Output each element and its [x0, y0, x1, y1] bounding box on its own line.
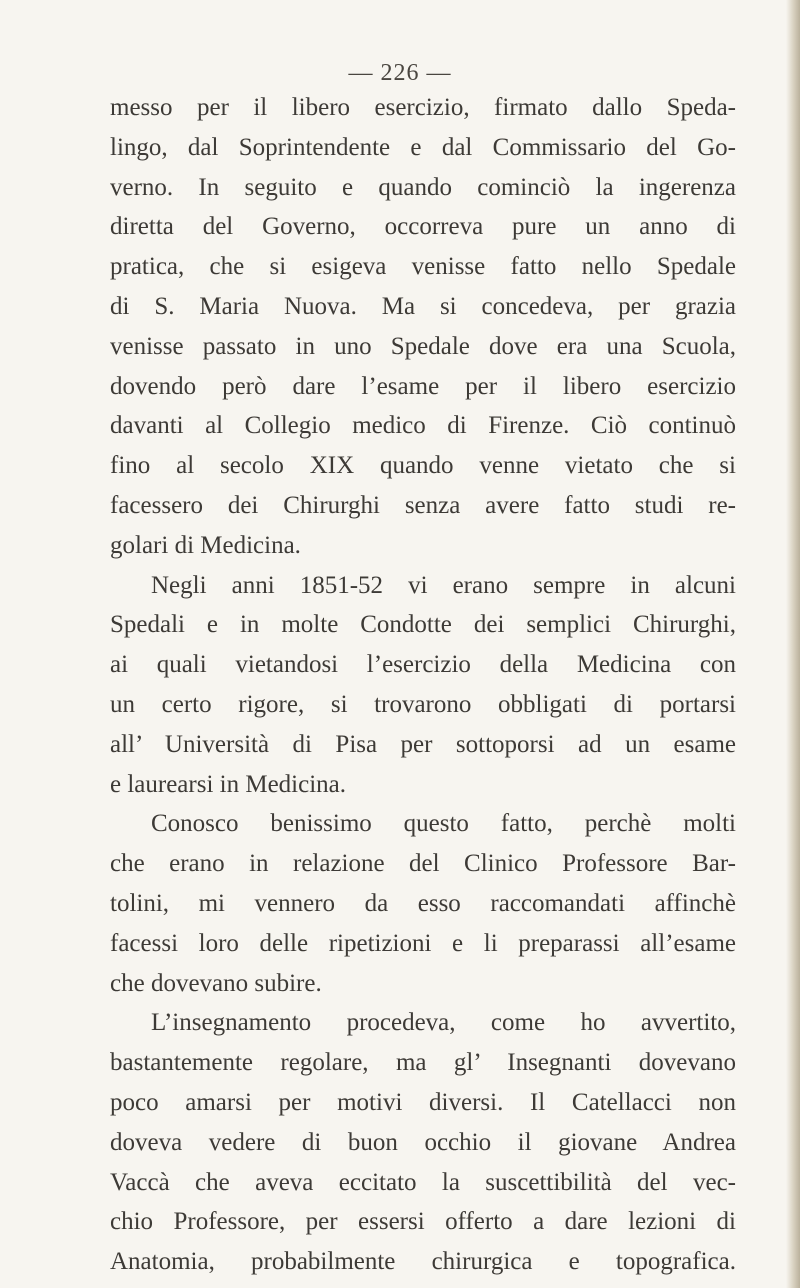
- text-line: che erano in relazione del Clinico Professore Bar-: [110, 850, 736, 878]
- paragraph-first-line: Negli anni 1851-52 vi erano sempre in alcuni: [151, 571, 736, 599]
- text-line: di S. Maria Nuova. Ma si concedeva, per grazia: [110, 292, 736, 320]
- text-line: facessi loro delle ripetizioni e li preparassi all’esame: [110, 929, 736, 957]
- text-line: Anatomia, probabilmente chirurgica e topografica.: [110, 1248, 736, 1276]
- body-text: [110, 88, 736, 1282]
- text-line: facessero dei Chirurghi senza avere fatto studi re-: [110, 491, 736, 519]
- text-line: doveva vedere di buon occhio il giovane Andrea: [110, 1128, 736, 1156]
- page-number: — 226 —: [348, 60, 452, 86]
- text-line: Vaccà che aveva eccitato la suscettibilità del vec-: [110, 1168, 736, 1196]
- text-line: davanti al Collegio medico di Firenze. Ciò continuò: [110, 412, 736, 440]
- text-line: pratica, che si esigeva venisse fatto nello Spedale: [110, 253, 736, 281]
- text-line: tolini, mi vennero da esso raccomandati affinchè: [110, 889, 736, 917]
- text-line: ai quali vietandosi l’esercizio della Medicina con: [110, 651, 736, 679]
- text-line: verno. In seguito e quando cominciò la ingerenza: [110, 173, 736, 201]
- text-line: venisse passato in uno Spedale dove era una Scuola,: [110, 332, 736, 360]
- text-line: dovendo però dare l’esame per il libero esercizio: [110, 372, 736, 400]
- text-line: Spedali e in molte Condotte dei semplici Chirurghi,: [110, 611, 736, 639]
- text-line: e laurearsi in Medicina.: [110, 770, 347, 798]
- text-line: chio Professore, per essersi offerto a dare lezioni di: [110, 1208, 736, 1236]
- text-line: che dovevano subire.: [110, 969, 322, 997]
- text-line: diretta del Governo, occorreva pure un anno di: [110, 213, 736, 241]
- text-line: lingo, dal Soprintendente e dal Commissario del Go-: [110, 133, 736, 161]
- text-line: poco amarsi per motivi diversi. Il Catellacci non: [110, 1088, 736, 1116]
- text-line: fino al secolo XIX quando venne vietato che si: [110, 452, 736, 480]
- paragraph-first-line: L’insegnamento procedeva, come ho avvertito,: [151, 1009, 736, 1037]
- text-line: un certo rigore, si trovarono obbligati di portarsi: [110, 690, 736, 718]
- page-edge-shadow: [786, 0, 800, 1288]
- paragraph-first-line: Conosco benissimo questo fatto, perchè molti: [151, 810, 736, 838]
- text-line: messo per il libero esercizio, firmato dallo Speda-: [110, 94, 736, 121]
- text-line: golari di Medicina.: [110, 531, 301, 559]
- text-line: all’ Università di Pisa per sottoporsi ad un esame: [110, 730, 736, 758]
- text-line: bastantemente regolare, ma gl’ Insegnanti dovevano: [110, 1049, 736, 1077]
